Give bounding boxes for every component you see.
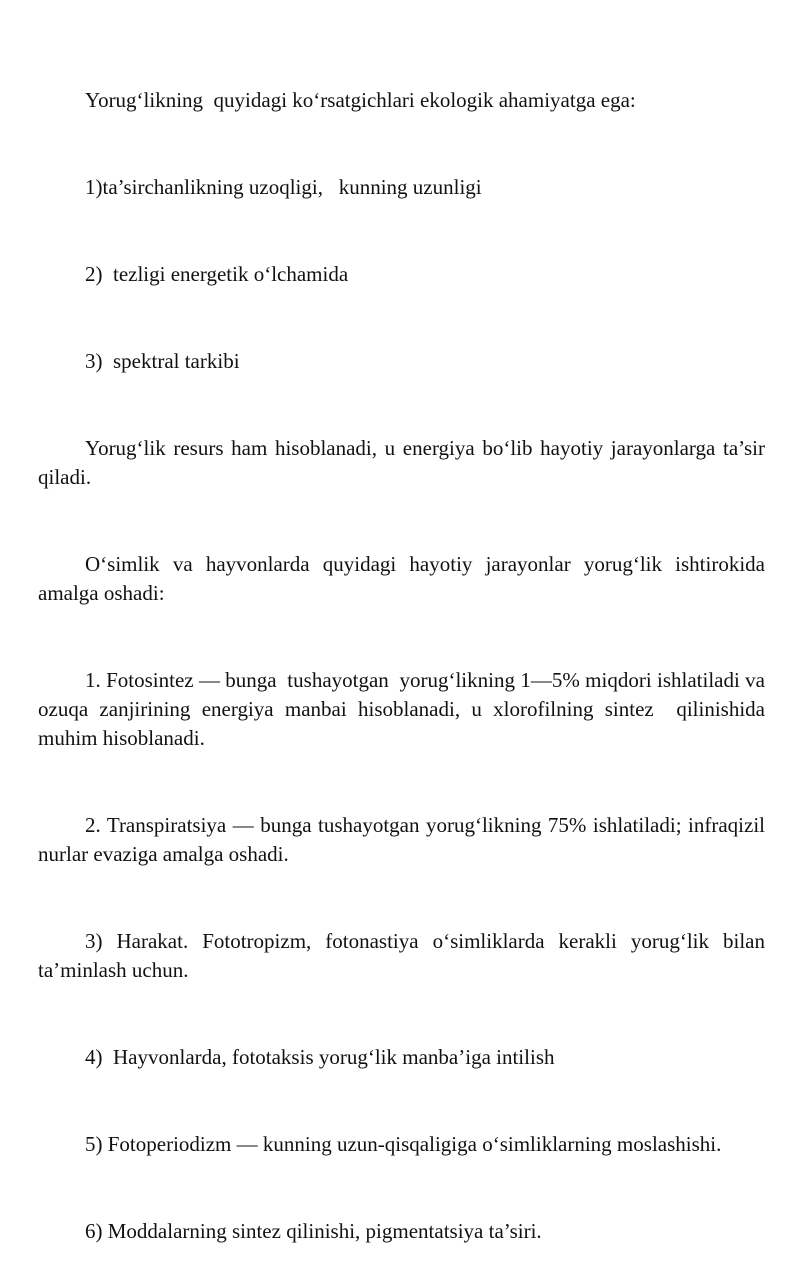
paragraph-item-2: 2) tezligi energetik o‘lchamida bbox=[85, 262, 349, 286]
paragraph-transpiration: 2. Transpiratsiya — bunga tushayotgan yorug‘likning 75% ishlatiladi; infraqizil nurlar evaziga amalga oshadi. bbox=[38, 813, 771, 866]
document-body bbox=[38, 28, 771, 1275]
paragraph-synthesis: 6) Moddalarning sintez qilinishi, pigmentatsiya ta’siri. bbox=[85, 1219, 542, 1243]
paragraph-item-3: 3) spektral tarkibi bbox=[85, 349, 240, 373]
paragraph-light-indicators-intro: Yorug‘likning quyidagi ko‘rsatgichlari ekologik ahamiyatga ega: bbox=[85, 88, 636, 112]
paragraph-photosynthesis: 1. Fotosintez — bunga tushayotgan yorug‘likning 1—5% miqdori ishlatiladi va ozuqa zanjirining energiya manbai hisoblanadi, u xlorofilning sintez qilinishida muhim hisoblanadi. bbox=[38, 668, 771, 750]
paragraph-light-resource: Yorug‘lik resurs ham hisoblanadi, u energiya bo‘lib hayotiy jarayonlarga ta’sir qiladi. bbox=[38, 436, 771, 489]
paragraph-phototaxis: 4) Hayvonlarda, fototaksis yorug‘lik manba’iga intilish bbox=[85, 1045, 555, 1069]
paragraph-movement: 3) Harakat. Fototropizm, fotonastiya o‘simliklarda kerakli yorug‘lik bilan ta’minlash uchun. bbox=[38, 929, 771, 982]
paragraph-photoperiodism: 5) Fotoperiodizm — kunning uzun-qisqaligiga o‘simliklarning moslashishi. bbox=[85, 1132, 722, 1156]
paragraph-item-1: 1)ta’sirchanlikning uzoqligi, kunning uzunligi bbox=[85, 175, 482, 199]
paragraph-processes-intro: O‘simlik va hayvonlarda quyidagi hayotiy jarayonlar yorug‘lik ishtirokida amalga oshadi: bbox=[38, 552, 771, 605]
